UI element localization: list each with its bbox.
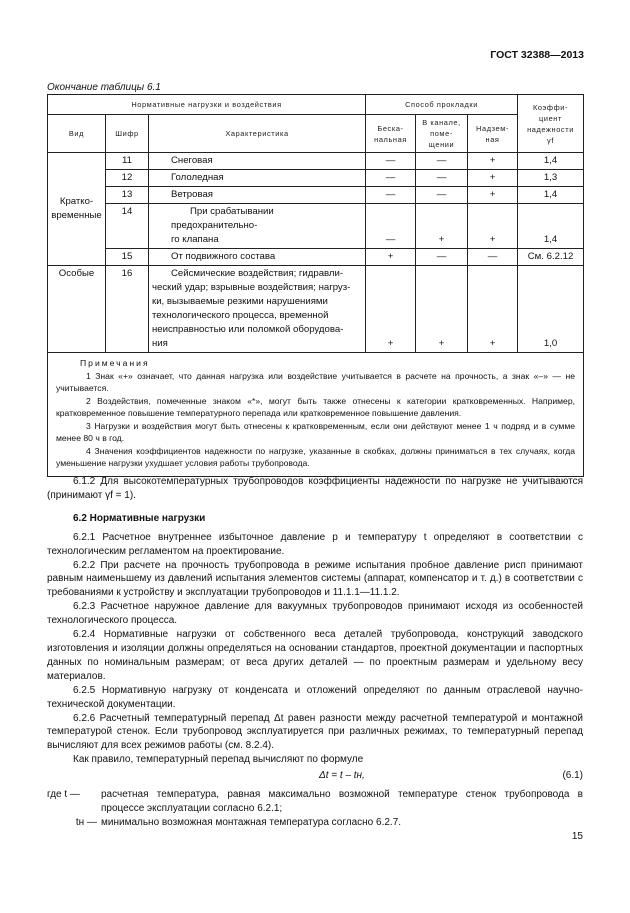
- standard-header: ГОСТ 32388—2013: [490, 49, 584, 61]
- formula-intro: Как правило, температурный перепад вычисляют по формуле: [73, 754, 364, 766]
- header-laying: Способ прокладки: [366, 95, 518, 115]
- row-channelless: —: [366, 187, 416, 204]
- row-characteristic: При срабатывании предохранительно- го клапана: [149, 204, 366, 249]
- table-row: [48, 249, 584, 266]
- row-channelless: +: [366, 266, 416, 353]
- row-coefficient: 1,4: [518, 153, 584, 170]
- row-coefficient: 1,0: [518, 266, 584, 353]
- row-in-channel: —: [416, 153, 468, 170]
- table-row: [48, 204, 584, 249]
- formula-row: [47, 769, 583, 787]
- row-in-channel: +: [416, 204, 468, 249]
- row-above-ground: +: [468, 187, 518, 204]
- paragraph-6-2-5: 6.2.5 Нормативную нагрузку от конденсата и отложений определяют по данным отраслевой научно-технической документации.: [47, 684, 583, 710]
- row-above-ground: +: [468, 170, 518, 187]
- row-channelless: —: [366, 170, 416, 187]
- row-above-ground: +: [468, 204, 518, 249]
- row-code: 16: [106, 266, 149, 353]
- body-text: [47, 475, 583, 830]
- legend-text-tn: минимально возможная монтажная температура согласно 6.2.7.: [101, 816, 402, 828]
- formula: Δt = t – tн,: [319, 770, 365, 782]
- kind-special: Особые: [48, 266, 106, 353]
- note-item: 3 Нагрузки и воздействия могут быть отнесены к кратковременным, если они действуют менее 1 ч подряд и в сумме менее 80 ч в год.: [56, 420, 576, 443]
- row-code: 13: [106, 187, 149, 204]
- note-item: 1 Знак «+» означает, что данная нагрузка или воздействие учитывается в расчете на прочность, а знак «–» — не учитывается.: [56, 370, 576, 393]
- row-channelless: —: [366, 153, 416, 170]
- header-characteristic: Характеристика: [149, 115, 366, 153]
- row-above-ground: +: [468, 153, 518, 170]
- row-characteristic: Сейсмические воздействия; гидравли- ческий удар; взрывные воздействия; нагруз- ки, вызываемые резкими нарушениями технологического процесса, временной неисправностью или поломкой оборудова- ния: [149, 266, 366, 353]
- row-characteristic: Снеговая: [149, 153, 366, 170]
- table-row: [48, 170, 584, 187]
- legend-symbol-tn: tн —: [75, 816, 97, 828]
- header-loads: Нормативные нагрузки и воздействия: [48, 95, 366, 115]
- header-coefficient: Коэффи- циент надежности γf: [518, 95, 584, 153]
- row-code: 15: [106, 249, 149, 266]
- header-in-channel: В канале, поме- щении: [416, 115, 468, 153]
- table-row: [48, 266, 584, 353]
- table-caption: Окончание таблицы 6.1: [47, 82, 161, 93]
- row-in-channel: —: [416, 170, 468, 187]
- header-above-ground: Надзем- ная: [468, 115, 518, 153]
- row-code: 14: [106, 204, 149, 249]
- row-coefficient: 1,4: [518, 187, 584, 204]
- table-notes: [48, 353, 584, 477]
- table-row: [48, 153, 584, 170]
- row-characteristic: От подвижного состава: [149, 249, 366, 266]
- header-code: Шифр: [106, 115, 149, 153]
- formula-legend: [47, 788, 583, 830]
- row-channelless: —: [366, 204, 416, 249]
- row-in-channel: —: [416, 249, 468, 266]
- legend-text-t: расчетная температура, равная максимально возможной температуре стенок трубопровода в процессе эксплуатации согласно 6.2.1;: [101, 789, 583, 815]
- paragraph-6-2-2: 6.2.2 При расчете на прочность трубопровода в режиме испытания пробное давление pисп принимают равным наименьшему из давлений испытания элементов системы (аппарат, компенсатор и т. д.) в соответствии с требованиями к устройству и эксплуатации трубопроводов и 11.1.1—11.1.2.: [47, 559, 583, 599]
- row-in-channel: —: [416, 187, 468, 204]
- kind-short-term: Кратко- временные: [48, 153, 106, 266]
- row-characteristic: Гололедная: [149, 170, 366, 187]
- table-row: [48, 187, 584, 204]
- notes-heading: Примечания: [80, 358, 150, 368]
- row-in-channel: +: [416, 266, 468, 353]
- header-kind: Вид: [48, 115, 106, 153]
- paragraph-6-2-3: 6.2.3 Расчетное наружное давление для вакуумных трубопроводов принимают исходя из особенностей технологического процесса.: [47, 601, 583, 627]
- row-characteristic: Ветровая: [149, 187, 366, 204]
- row-code: 12: [106, 170, 149, 187]
- row-coefficient: 1,3: [518, 170, 584, 187]
- row-coefficient: См. 6.2.12: [518, 249, 584, 266]
- row-coefficient: 1,4: [518, 204, 584, 249]
- note-item: 2 Воздействия, помеченные знаком «*», могут быть также отнесены к категории кратковременных. Например, кратковременное повышение температурного перепада или кратковременное повышение давления.: [56, 395, 576, 418]
- row-above-ground: —: [468, 249, 518, 266]
- formula-number: (6.1): [562, 770, 583, 782]
- page-number: 15: [571, 831, 583, 842]
- loads-table: [47, 94, 584, 477]
- paragraph-6-2-4: 6.2.4 Нормативные нагрузки от собственного веса деталей трубопровода, конструкций заводского изготовления и изоляции должны определяться на основании стандартов, проектной документации и паспортных данных по номинальным размерам; от веса других деталей — по проектным размерам и удельному весу материалов.: [47, 629, 583, 682]
- paragraph-6-2-6: 6.2.6 Расчетный температурный перепад Δt равен разности между расчетной температурой и монтажной температурой стенок. Если трубопровод эксплуатируется при различных режимах, то температурный перепад вычисляют для всех режимов работы (см. 8.2.4).: [47, 712, 583, 752]
- section-heading-6-2: 6.2 Нормативные нагрузки: [73, 512, 206, 524]
- row-above-ground: +: [468, 266, 518, 353]
- note-item: 4 Значения коэффициентов надежности по нагрузке, указанные в скобках, должны приниматься в тех случаях, когда уменьшение нагрузки ухудшает условия работы трубопровода.: [56, 445, 576, 468]
- row-channelless: +: [366, 249, 416, 266]
- paragraph-6-1-2: 6.1.2 Для высокотемпературных трубопроводов коэффициенты надежности по нагрузке не учитываются (принимают γf = 1).: [47, 476, 583, 501]
- header-channelless: Беска- нальная: [366, 115, 416, 153]
- paragraph-6-2-1: 6.2.1 Расчетное внутреннее избыточное давление p и температуру t определяют в соответствии с технологическим регламентом на проектирование.: [47, 531, 583, 557]
- legend-symbol-t: где t —: [47, 789, 80, 801]
- row-code: 11: [106, 153, 149, 170]
